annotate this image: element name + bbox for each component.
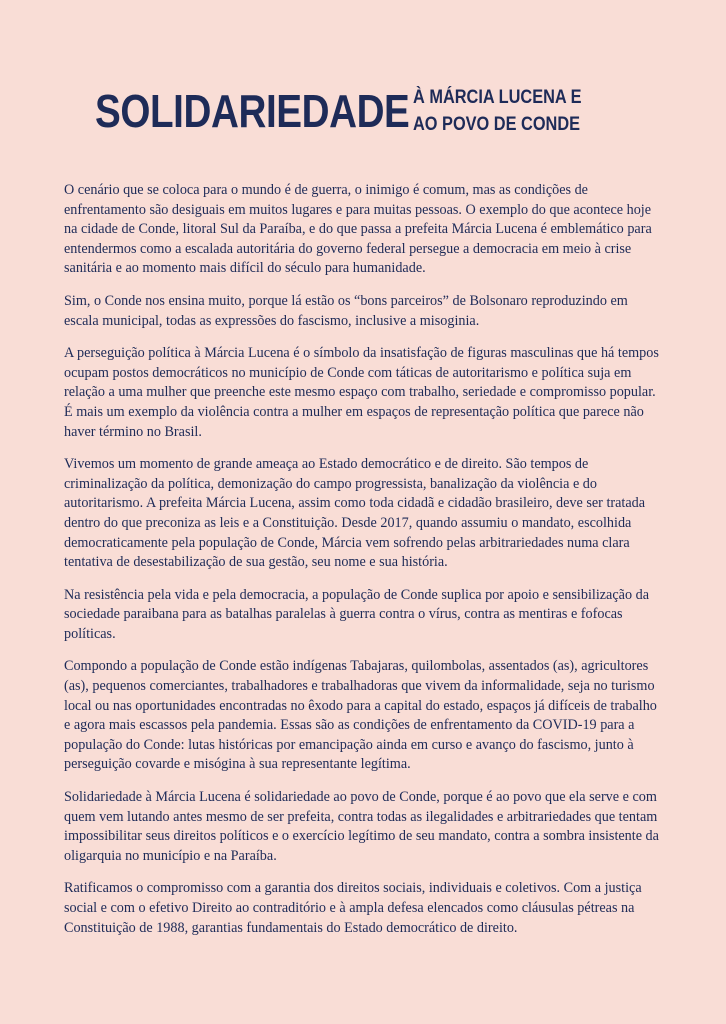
dedication	[413, 84, 582, 138]
paragraph-5: Na resistência pela vida e pela democracia, a população de Conde suplica por apoio e sensibilização da sociedade paraibana para as batalhas paralelas à guerra contra o vírus, contra as mentiras e fofocas políticas.	[64, 586, 649, 642]
paragraph-6: Compondo a população de Conde estão indígenas Tabajaras, quilombolas, assentados (as), agricultores (as), pequenos comerciantes, trabalhadores e trabalhadoras que vivem da informalidade, seja no turismo local ou nas oportunidades encontradas no êxodo para a capital do estado, espaços já difíceis de trabalho e agora mais escassos pela pandemia. Essas são as condições de enfrentamento da COVID-19 para a população do Conde: lutas históricas por emancipação ainda em curso e avanço do fascismo, junto à perseguição covarde e misógina à sua representante legítima.	[64, 658, 657, 773]
paragraph-3: A perseguição política à Márcia Lucena é o símbolo da insatisfação de figuras masculinas que há tempos ocupam postos democráticos no município de Conde com táticas de autoritarismo e política suja em relação a uma mulher que preenche este mesmo espaço com trabalho, seriedade e compromisso popular. É mais um exemplo da violência contra a mulher em espaços de representação política que parece não haver término no Brasil.	[64, 345, 659, 440]
paragraph-7: Solidariedade à Márcia Lucena é solidariedade ao povo de Conde, porque é ao povo que ela serve e com quem vem lutando antes mesmo de ser prefeita, contra todas as ilegalidades e arbitrariedades que tentam impossibilitar seus direitos políticos e o exercício legítimo de seu mandato, contra a sombra insistente da oligarquia no município e na Paraíba.	[64, 789, 659, 864]
dedication-line-2: AO POVO DE CONDE	[413, 114, 581, 135]
page-title: SOLIDARIEDADE	[95, 85, 410, 137]
header	[95, 80, 635, 150]
paragraph-1: O cenário que se coloca para o mundo é de guerra, o inimigo é comum, mas as condições de enfrentamento são desiguais em muitos lugares e para muitas pessoas. O exemplo do que acontece hoje na cidade de Conde, litoral Sul da Paraíba, e do que passa a prefeita Márcia Lucena é emblemático para entendermos como a escalada autoritária do governo federal persegue a democracia em meio à crise sanitária e ao momento mais difícil do século para humanidade.	[64, 182, 652, 277]
dedication-line-1: À MÁRCIA LUCENA E	[413, 87, 582, 108]
paragraph-2: Sim, o Conde nos ensina muito, porque lá estão os “bons parceiros” de Bolsonaro reproduzindo em escala municipal, todas as expressões do fascismo, inclusive a misoginia.	[64, 292, 628, 329]
body-text	[64, 181, 662, 951]
paragraph-8: Ratificamos o compromisso com a garantia dos direitos sociais, individuais e coletivos. Com a justiça social e com o efetivo Direito ao contraditório e à ampla defesa elencados como cláusulas pétreas na Constituição de 1988, garantias fundamentais do Estado democrático de direito.	[64, 880, 642, 936]
paragraph-4: Vivemos um momento de grande ameaça ao Estado democrático e de direito. São tempos de criminalização da política, demonização do campo progressista, banalização da violência e do autoritarismo. A prefeita Márcia Lucena, assim como toda cidadã e cidadão brasileiro, deve ser tratada dentro do que preconiza as leis e a Constituição. Desde 2017, quando assumiu o mandato, escolhida democraticamente pela população de Conde, Márcia vem sofrendo pelas arbitrariedades numa clara tentativa de desestabilização de sua gestão, seu nome e sua história.	[64, 456, 646, 571]
